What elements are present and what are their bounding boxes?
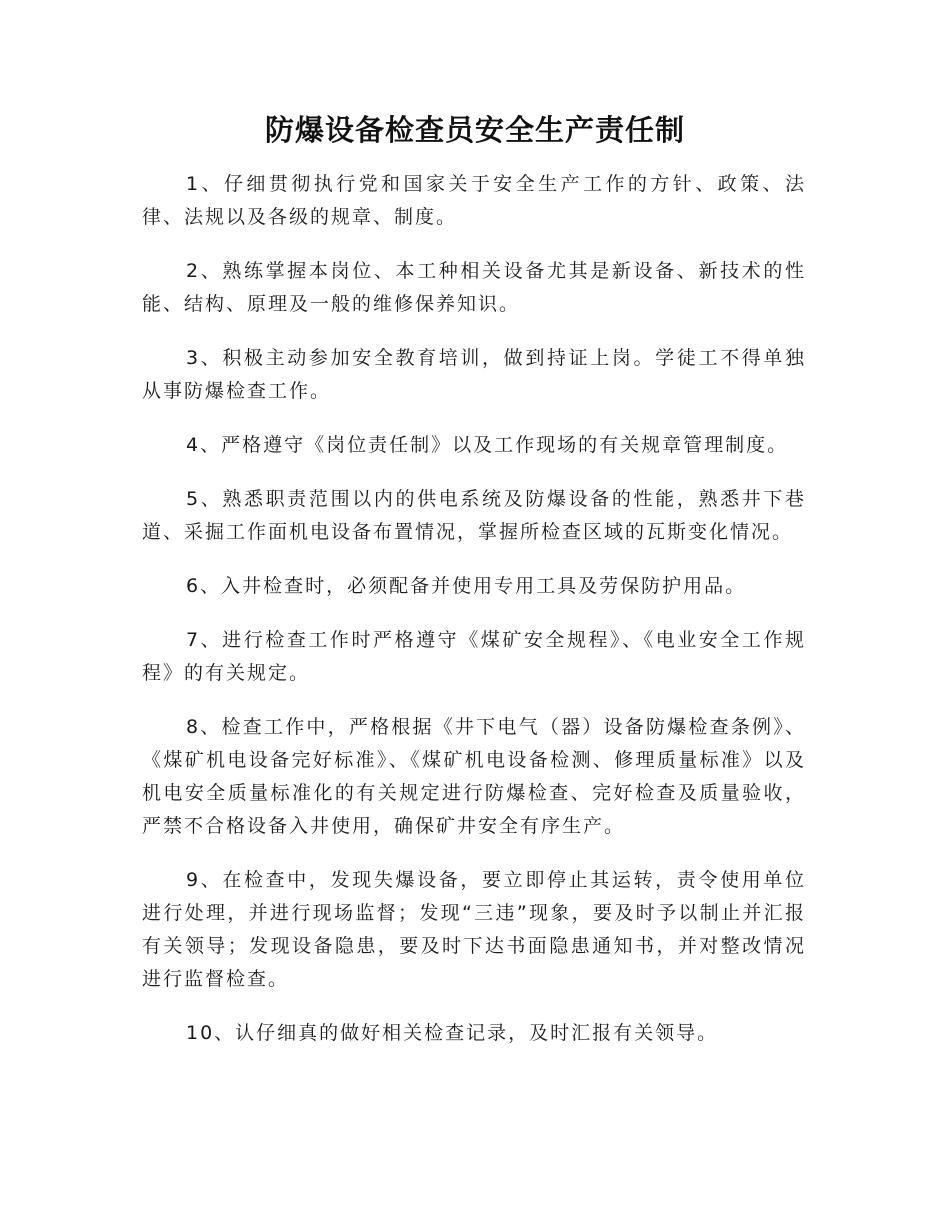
paragraph-3: 3、积极主动参加安全教育培训，做到持证上岗。学徒工不得单独从事防爆检查工作。 <box>142 347 806 402</box>
document-body <box>142 168 806 1071</box>
paragraph-4: 4、严格遵守《岗位责任制》以及工作现场的有关规章管理制度。 <box>186 434 789 456</box>
document-title: 防爆设备检查员安全生产责任制 <box>264 113 685 147</box>
paragraph-5: 5、熟悉职责范围以内的供电系统及防爆设备的性能，熟悉井下巷道、采掘工作面机电设备布置情况，掌握所检查区域的瓦斯变化情况。 <box>142 488 806 543</box>
paragraph-2: 2、熟练掌握本岗位、本工种相关设备尤其是新设备、新技术的性能、结构、原理及一般的维修保养知识。 <box>142 260 806 315</box>
paragraph-10: 10、认仔细真的做好相关检查记录，及时汇报有关领导。 <box>186 1022 719 1044</box>
paragraph-9: 9、在检查中，发现失爆设备，要立即停止其运转，责令使用单位进行处理，并进行现场监督；发现“三违”现象，要及时予以制止并汇报有关领导；发现设备隐患，要及时下达书面隐患通知书，并对整改情况进行监督检查。 <box>142 869 806 990</box>
paragraph-1: 1、仔细贯彻执行党和国家关于安全生产工作的方针、政策、法律、法规以及各级的规章、制度。 <box>142 173 806 228</box>
paragraph-8: 8、检查工作中，严格根据《井下电气（器）设备防爆检查条例》、《煤矿机电设备完好标准》、《煤矿机电设备检测、修理质量标准》以及机电安全质量标准化的有关规定进行防爆检查、完好检查及质量验收，严禁不合格设备入井使用，确保矿井安全有序生产。 <box>142 716 806 837</box>
paragraph-6: 6、入井检查时，必须配备并使用专用工具及劳保防护用品。 <box>186 575 747 597</box>
paragraph-7: 7、进行检查工作时严格遵守《煤矿安全规程》、《电业安全工作规程》的有关规定。 <box>142 629 806 684</box>
